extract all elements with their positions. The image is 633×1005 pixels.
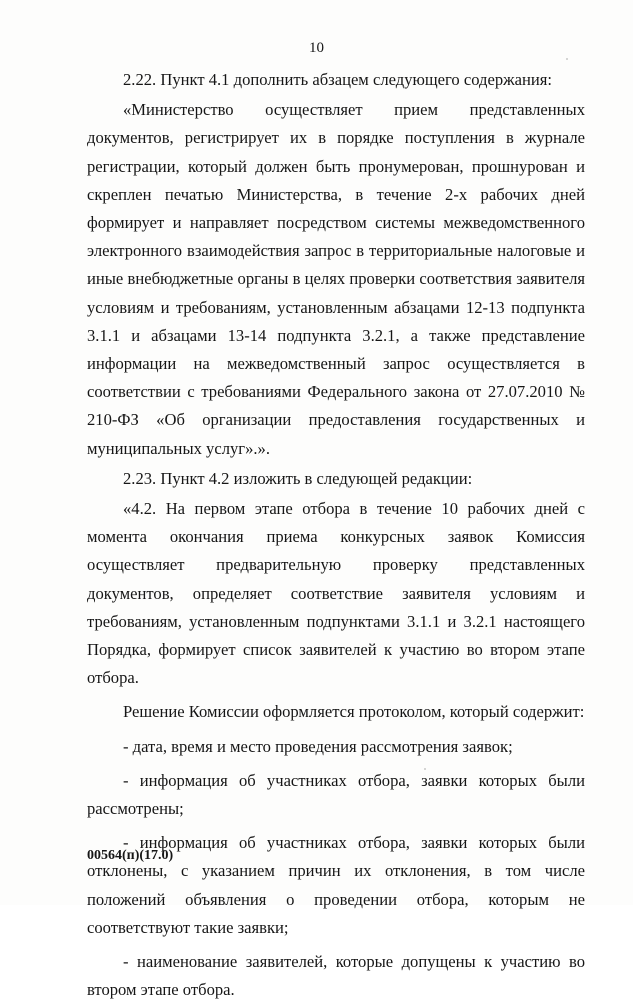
paragraph-4-2: «4.2. На первом этапе отбора в течение 10 рабочих дней с момента окончания приема конкурсных заявок Комиссия осуществляет предварительную проверку представленных документов, определяет соответствие заявителя условиям и требованиям, установленным подпунктами 3.1.1 и 3.2.1 настоящего Порядка, формирует список заявителей к участию во втором этапе отбора. bbox=[87, 499, 585, 688]
list-item-reviewed-participants: - информация об участниках отбора, заявки которых были рассмотрены; bbox=[87, 770, 585, 819]
list-item-admitted-applicants: - наименование заявителей, которые допущены к участию во втором этапе отбора. bbox=[87, 952, 585, 1000]
paragraph-2-22: 2.22. Пункт 4.1 дополнить абзацем следующего содержания: bbox=[123, 70, 552, 89]
list-item-rejected-participants: - информация об участниках отбора, заявки которых были отклонены, с указанием причин их отклонения, в том числе положений объявления о проведении отбора, которым не соответствуют такие заявки; bbox=[87, 833, 585, 937]
paragraph-ministry-procedure: «Министерство осуществляет прием представленных документов, регистрирует их в порядке поступления в журнале регистрации, который должен быть пронумерован, прошнурован и скреплен печатью Министерства, в течение 2-х рабочих дней формирует и направляет посредством системы межведомственного электронного взаимодействия запрос в территориальные налоговые и иные внебюджетные органы в целях проверки соответствия заявителя условиям и требованиям, установленным абзацами 12-13 подпункта 3.1.1 и абзацами 13-14 подпункта 3.2.1, а также представление информации на межведомственный запрос осуществляется в соответствии с требованиями Федерального закона от 27.07.2010 № 210-ФЗ «Об организации предоставления государственных и муниципальных услуг».». bbox=[87, 100, 585, 458]
document-code: 00564(п)(17.0) bbox=[87, 848, 174, 863]
list-item-date-time-place: - дата, время и место проведения рассмотрения заявок; bbox=[123, 736, 513, 756]
page-number: 10 bbox=[309, 40, 324, 56]
scan-speck bbox=[566, 58, 568, 60]
scan-speck bbox=[424, 768, 426, 770]
paragraph-2-23: 2.23. Пункт 4.2 изложить в следующей редакции: bbox=[123, 468, 473, 488]
paragraph-commission-decision: Решение Комиссии оформляется протоколом, который содержит: bbox=[123, 702, 585, 722]
